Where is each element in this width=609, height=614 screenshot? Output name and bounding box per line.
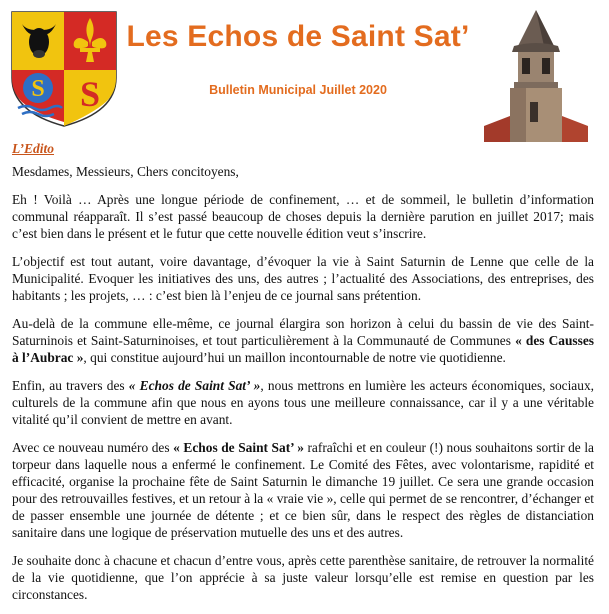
svg-text:S: S bbox=[79, 74, 101, 114]
paragraph-3 bbox=[12, 315, 594, 366]
paragraph-6: Je souhaite donc à chacune et chacun d’entre vous, après cette parenthèse sanitaire, de retrouver la normalité de la vie quotidienne, que l’on apprécie à sa juste valeur lorsqu’elle est remise en question par les circonstances. bbox=[12, 553, 594, 602]
highlight-communaute: « des Causses à l’Aubrac » bbox=[12, 333, 594, 365]
section-title-edito: L’Edito bbox=[12, 141, 55, 156]
crest-letter-s-icon bbox=[23, 73, 53, 103]
paragraph-4-text-c: , nous mettrons en lumière les acteurs économiques, sociaux, culturels de la commune afin que nous en ayons tous une meilleure connaissance, car il y a une véritable vitalité qu’il convient de mettre en avant. bbox=[12, 378, 594, 427]
newsletter-title: Les Echos de Saint Sat’ bbox=[126, 20, 470, 53]
paragraph-5-text-a: Avec ce nouveau numéro des bbox=[12, 440, 174, 455]
paragraph-5 bbox=[12, 439, 594, 541]
edito-body bbox=[12, 163, 594, 614]
paragraph-2: L’objectif est tout autant, voire davantage, d’évoquer la vie à Saint Saturnin de Lenne que celle de la Municipalité. Evoquer les initiatives des uns, des autres ; l’actualité des Associations, des entreprises, des habitants ; les projets, … : c’est bien là l’enjeu de ce journal sans prétention. bbox=[12, 254, 594, 303]
paragraph-5-text-c: rafraîchi et en couleur (!) nous souhaitons sortir de la torpeur dans laquelle nous a enfermé le confinement. Le Comité des Fêtes, avec volontarisme, rapidité et efficacité, organise la prochaine fête de Saint Saturnin le dimanche 19 juillet. Ce sera une grande occasion pour des retrouvailles festives, et un retour à la « vraie vie », celle qui permet de se rencontrer, d’échanger et de passer ensemble une journée de détente ; et ce bien sûr, dans le respect des règles de distanciation sanitaire dans une logique de préservation mutuelle des uns et des autres. bbox=[12, 440, 594, 540]
paragraph-3-text-c: , qui constitue aujourd’hui un maillon incontournable de notre vie quotidienne. bbox=[83, 350, 506, 365]
paragraph-4 bbox=[12, 377, 594, 428]
church-tower-image bbox=[484, 6, 588, 142]
highlight-echos-2: « Echos de Saint Sat’ » bbox=[173, 440, 304, 455]
newsletter-subtitle: Bulletin Municipal Juillet 2020 bbox=[209, 83, 387, 97]
paragraph-3-text-a: Au-delà de la commune elle-même, ce journal élargira son horizon à celui du bassin de vie des Saint- Saturninois et Saint-Saturninoises, et tout particulièrement à la Communauté de Communes bbox=[12, 316, 594, 348]
highlight-echos: « Echos de Saint Sat’ » bbox=[128, 378, 261, 393]
svg-text:S: S bbox=[31, 76, 45, 102]
paragraph-4-text-a: Enfin, au travers des bbox=[12, 378, 129, 393]
municipal-crest-logo bbox=[8, 8, 120, 130]
paragraph-1: Eh ! Voilà … Après une longue période de confinement, … et de sommeil, le bulletin d’information communal réapparaît. Il s’est passé beaucoup de choses depuis la dernière parution en juillet 2017; mais c’est bien dans le présent et le futur que cette nouvelle édition veut s’inscrire. bbox=[12, 192, 594, 241]
greeting-paragraph: Mesdames, Messieurs, Chers concitoyens, bbox=[12, 164, 239, 179]
